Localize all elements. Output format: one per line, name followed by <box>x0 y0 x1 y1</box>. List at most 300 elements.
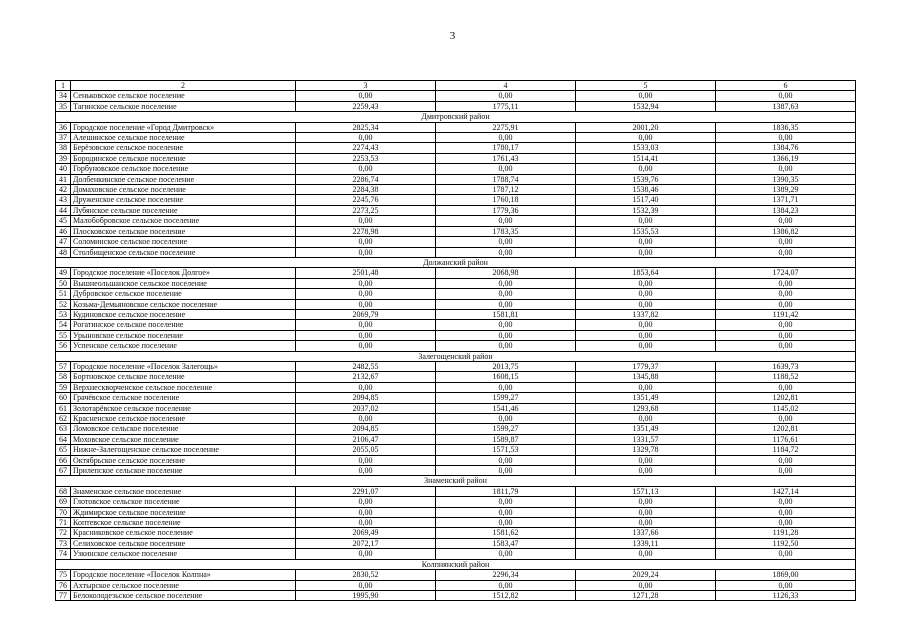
table-row <box>56 590 856 600</box>
table-row <box>56 486 856 496</box>
value-col-4: 1779,36 <box>436 205 576 215</box>
value-col-4: 1599,27 <box>436 393 576 403</box>
value-col-5: 2001,20 <box>576 122 716 132</box>
row-number: 53 <box>56 309 71 319</box>
value-col-4: 1608,15 <box>436 372 576 382</box>
settlement-name: Моховское сельское поселение <box>71 434 296 444</box>
row-number: 48 <box>56 247 71 257</box>
value-col-4: 0,00 <box>436 382 576 392</box>
value-col-6: 1192,50 <box>716 538 856 548</box>
settlement-name: Городское поселение «Поселок Долгое» <box>71 268 296 278</box>
row-number: 38 <box>56 143 71 153</box>
value-col-3: 2273,25 <box>296 205 436 215</box>
value-col-4: 0,00 <box>436 414 576 424</box>
value-col-6: 1202,81 <box>716 393 856 403</box>
region-row <box>56 476 856 486</box>
row-number: 55 <box>56 330 71 340</box>
value-col-3: 2037,02 <box>296 403 436 413</box>
value-col-5: 0,00 <box>576 518 716 528</box>
settlement-name: Белоколодезьское сельское поселение <box>71 590 296 600</box>
value-col-6: 1390,35 <box>716 174 856 184</box>
row-number: 70 <box>56 507 71 517</box>
value-col-3: 0,00 <box>296 414 436 424</box>
value-col-6: 1184,72 <box>716 445 856 455</box>
value-col-6: 0,00 <box>716 237 856 247</box>
row-number: 67 <box>56 466 71 476</box>
value-col-6: 0,00 <box>716 320 856 330</box>
settlement-name: Столбищенское сельское поселение <box>71 247 296 257</box>
value-col-3: 2069,49 <box>296 528 436 538</box>
settlement-name: Красниковское сельское поселение <box>71 528 296 538</box>
value-col-5: 0,00 <box>576 414 716 424</box>
value-col-3: 0,00 <box>296 164 436 174</box>
table-row <box>56 570 856 580</box>
value-col-6: 0,00 <box>716 497 856 507</box>
row-number: 36 <box>56 122 71 132</box>
value-col-6: 1191,42 <box>716 309 856 319</box>
value-col-6: 1145,02 <box>716 403 856 413</box>
settlement-name: Сеньковское сельское поселение <box>71 91 296 101</box>
value-col-3: 0,00 <box>296 549 436 559</box>
settlement-name: Соломинское сельское поселение <box>71 237 296 247</box>
value-col-5: 1779,37 <box>576 361 716 371</box>
value-col-4: 1583,47 <box>436 538 576 548</box>
value-col-5: 0,00 <box>576 278 716 288</box>
column-number: 4 <box>436 81 576 91</box>
value-col-6: 1836,35 <box>716 122 856 132</box>
value-col-5: 1539,76 <box>576 174 716 184</box>
row-number: 68 <box>56 486 71 496</box>
row-number: 47 <box>56 237 71 247</box>
value-col-5: 0,00 <box>576 299 716 309</box>
table-row <box>56 226 856 236</box>
value-col-3: 0,00 <box>296 320 436 330</box>
settlement-name: Прилепское сельское поселение <box>71 466 296 476</box>
value-col-5: 2029,24 <box>576 570 716 580</box>
settlement-name: Городское поселение «Город Дмитровск» <box>71 122 296 132</box>
value-col-6: 0,00 <box>716 549 856 559</box>
value-col-6: 1386,82 <box>716 226 856 236</box>
value-col-6: 0,00 <box>716 133 856 143</box>
value-col-5: 1271,28 <box>576 590 716 600</box>
page-number: 3 <box>449 30 456 42</box>
row-number: 56 <box>56 341 71 351</box>
value-col-4: 0,00 <box>436 91 576 101</box>
row-number: 43 <box>56 195 71 205</box>
table-row <box>56 143 856 153</box>
value-col-5: 1514,41 <box>576 153 716 163</box>
value-col-3: 2278,98 <box>296 226 436 236</box>
row-number: 63 <box>56 424 71 434</box>
value-col-5: 1571,13 <box>576 486 716 496</box>
table-row <box>56 403 856 413</box>
value-col-4: 1512,82 <box>436 590 576 600</box>
row-number: 75 <box>56 570 71 580</box>
value-col-3: 2274,43 <box>296 143 436 153</box>
row-number: 66 <box>56 455 71 465</box>
table-row <box>56 320 856 330</box>
value-col-4: 0,00 <box>436 320 576 330</box>
settlement-name: Плосковское сельское поселение <box>71 226 296 236</box>
value-col-3: 2253,53 <box>296 153 436 163</box>
value-col-4: 1780,17 <box>436 143 576 153</box>
region-title: Залегощенский район <box>56 351 856 361</box>
value-col-3: 2259,43 <box>296 101 436 111</box>
value-col-3: 2072,17 <box>296 538 436 548</box>
table-row <box>56 424 856 434</box>
settlement-name: Урыновское сельское поселение <box>71 330 296 340</box>
value-col-4: 1787,12 <box>436 185 576 195</box>
settlement-name: Коптевское сельское поселение <box>71 518 296 528</box>
value-col-4: 1581,62 <box>436 528 576 538</box>
value-col-4: 0,00 <box>436 518 576 528</box>
settlement-name: Верхнескворченское сельское поселение <box>71 382 296 392</box>
table-row <box>56 445 856 455</box>
value-col-6: 0,00 <box>716 278 856 288</box>
settlement-name: Малобобровское сельское поселение <box>71 216 296 226</box>
value-col-5: 1337,66 <box>576 528 716 538</box>
value-col-4: 1541,46 <box>436 403 576 413</box>
table-row <box>56 164 856 174</box>
value-col-3: 0,00 <box>296 341 436 351</box>
table-row <box>56 528 856 538</box>
value-col-5: 0,00 <box>576 237 716 247</box>
column-number: 1 <box>56 81 71 91</box>
value-col-3: 2106,47 <box>296 434 436 444</box>
row-number: 65 <box>56 445 71 455</box>
value-col-4: 2013,75 <box>436 361 576 371</box>
value-col-4: 0,00 <box>436 216 576 226</box>
value-col-3: 0,00 <box>296 299 436 309</box>
table-row <box>56 330 856 340</box>
value-col-5: 0,00 <box>576 549 716 559</box>
settlement-name: Красненское сельское поселение <box>71 414 296 424</box>
value-col-5: 1533,03 <box>576 143 716 153</box>
settlement-name: Тагинское сельское поселение <box>71 101 296 111</box>
table-row <box>56 153 856 163</box>
value-col-4: 0,00 <box>436 164 576 174</box>
value-col-5: 1337,82 <box>576 309 716 319</box>
value-col-4: 0,00 <box>436 341 576 351</box>
table-row <box>56 580 856 590</box>
row-number: 57 <box>56 361 71 371</box>
value-col-6: 1869,00 <box>716 570 856 580</box>
settlement-name: Селиховское сельское поселение <box>71 538 296 548</box>
settlement-name: Успенское сельское поселение <box>71 341 296 351</box>
value-col-6: 0,00 <box>716 466 856 476</box>
value-col-5: 1853,64 <box>576 268 716 278</box>
settlement-name: Ждимирское сельское поселение <box>71 507 296 517</box>
settlement-name: Знаменское сельское поселение <box>71 486 296 496</box>
table-row <box>56 101 856 111</box>
value-col-6: 1202,81 <box>716 424 856 434</box>
value-col-5: 1532,39 <box>576 205 716 215</box>
value-col-3: 2286,74 <box>296 174 436 184</box>
table-row <box>56 507 856 517</box>
table-row <box>56 549 856 559</box>
table-row <box>56 299 856 309</box>
region-row <box>56 112 856 122</box>
row-number: 59 <box>56 382 71 392</box>
value-col-5: 0,00 <box>576 289 716 299</box>
value-col-3: 2482,55 <box>296 361 436 371</box>
table-row <box>56 216 856 226</box>
value-col-5: 0,00 <box>576 91 716 101</box>
value-col-5: 0,00 <box>576 341 716 351</box>
value-col-3: 0,00 <box>296 237 436 247</box>
value-col-6: 1387,63 <box>716 101 856 111</box>
settlement-name: Городское поселение «Поселок Залегощь» <box>71 361 296 371</box>
value-col-3: 0,00 <box>296 382 436 392</box>
value-col-4: 0,00 <box>436 299 576 309</box>
value-col-3: 2825,34 <box>296 122 436 132</box>
row-number: 72 <box>56 528 71 538</box>
table-row <box>56 414 856 424</box>
table-row <box>56 91 856 101</box>
value-col-3: 0,00 <box>296 455 436 465</box>
value-col-6: 1384,23 <box>716 205 856 215</box>
value-col-4: 0,00 <box>436 237 576 247</box>
table-row <box>56 205 856 215</box>
row-number: 45 <box>56 216 71 226</box>
table-row <box>56 278 856 288</box>
value-col-4: 1581,81 <box>436 309 576 319</box>
value-col-3: 2830,52 <box>296 570 436 580</box>
value-col-4: 2068,98 <box>436 268 576 278</box>
table-row <box>56 497 856 507</box>
region-title: Колпнянский район <box>56 559 856 569</box>
table-row <box>56 518 856 528</box>
settlements-table <box>55 80 856 601</box>
settlement-name: Кудиновское сельское поселение <box>71 309 296 319</box>
row-number: 52 <box>56 299 71 309</box>
value-col-3: 0,00 <box>296 507 436 517</box>
value-col-4: 0,00 <box>436 247 576 257</box>
value-col-3: 0,00 <box>296 247 436 257</box>
value-col-3: 0,00 <box>296 133 436 143</box>
settlement-name: Горбуновское сельское поселение <box>71 164 296 174</box>
value-col-6: 1427,14 <box>716 486 856 496</box>
row-number: 74 <box>56 549 71 559</box>
value-col-5: 1351,49 <box>576 393 716 403</box>
column-number: 2 <box>71 81 296 91</box>
value-col-5: 0,00 <box>576 580 716 590</box>
settlement-name: Домаховское сельское поселение <box>71 185 296 195</box>
settlement-name: Лубянское сельское поселение <box>71 205 296 215</box>
row-number: 49 <box>56 268 71 278</box>
region-row <box>56 257 856 267</box>
value-col-3: 0,00 <box>296 278 436 288</box>
settlement-name: Городское поселение «Поселок Колпна» <box>71 570 296 580</box>
row-number: 64 <box>56 434 71 444</box>
value-col-5: 1339,11 <box>576 538 716 548</box>
value-col-4: 1571,53 <box>436 445 576 455</box>
table-row <box>56 185 856 195</box>
value-col-3: 2055,05 <box>296 445 436 455</box>
row-number: 58 <box>56 372 71 382</box>
row-number: 34 <box>56 91 71 101</box>
settlement-name: Бородинское сельское поселение <box>71 153 296 163</box>
value-col-6: 1366,19 <box>716 153 856 163</box>
value-col-5: 0,00 <box>576 320 716 330</box>
table-row <box>56 372 856 382</box>
table-row <box>56 237 856 247</box>
value-col-5: 0,00 <box>576 382 716 392</box>
settlement-name: Глотовское сельское поселение <box>71 497 296 507</box>
settlement-name: Ломовское сельское поселение <box>71 424 296 434</box>
value-col-6: 0,00 <box>716 247 856 257</box>
value-col-4: 0,00 <box>436 278 576 288</box>
value-col-4: 0,00 <box>436 330 576 340</box>
table-row <box>56 268 856 278</box>
table-row <box>56 434 856 444</box>
row-number: 35 <box>56 101 71 111</box>
column-number: 3 <box>296 81 436 91</box>
value-col-6: 0,00 <box>716 455 856 465</box>
column-number: 5 <box>576 81 716 91</box>
table-row <box>56 133 856 143</box>
value-col-6: 0,00 <box>716 91 856 101</box>
value-col-5: 0,00 <box>576 216 716 226</box>
settlement-name: Долбенкинское сельское поселение <box>71 174 296 184</box>
value-col-6: 1191,28 <box>716 528 856 538</box>
value-col-3: 2291,07 <box>296 486 436 496</box>
value-col-4: 1783,35 <box>436 226 576 236</box>
value-col-4: 1788,74 <box>436 174 576 184</box>
value-col-6: 0,00 <box>716 580 856 590</box>
value-col-6: 1724,07 <box>716 268 856 278</box>
row-number: 60 <box>56 393 71 403</box>
value-col-6: 1639,73 <box>716 361 856 371</box>
value-col-3: 0,00 <box>296 580 436 590</box>
value-col-4: 0,00 <box>436 455 576 465</box>
value-col-6: 0,00 <box>716 414 856 424</box>
value-col-6: 0,00 <box>716 382 856 392</box>
table-row <box>56 289 856 299</box>
value-col-5: 1517,40 <box>576 195 716 205</box>
value-col-5: 1538,46 <box>576 185 716 195</box>
value-col-5: 0,00 <box>576 133 716 143</box>
value-col-6: 1176,61 <box>716 434 856 444</box>
value-col-4: 1599,27 <box>436 424 576 434</box>
row-number: 62 <box>56 414 71 424</box>
table-row <box>56 341 856 351</box>
settlement-name: Бортновское сельское поселение <box>71 372 296 382</box>
row-number: 50 <box>56 278 71 288</box>
value-col-6: 0,00 <box>716 299 856 309</box>
table-row <box>56 382 856 392</box>
value-col-5: 0,00 <box>576 455 716 465</box>
value-col-5: 1532,94 <box>576 101 716 111</box>
value-col-5: 1535,53 <box>576 226 716 236</box>
settlement-name: Октябрьское сельское поселение <box>71 455 296 465</box>
settlement-name: Нижне-Залегощенское сельское поселение <box>71 445 296 455</box>
value-col-5: 0,00 <box>576 497 716 507</box>
value-col-4: 0,00 <box>436 497 576 507</box>
value-col-6: 0,00 <box>716 341 856 351</box>
value-col-5: 1345,88 <box>576 372 716 382</box>
row-number: 61 <box>56 403 71 413</box>
settlement-name: Узкинское сельское поселение <box>71 549 296 559</box>
table-row <box>56 122 856 132</box>
row-number: 71 <box>56 518 71 528</box>
value-col-4: 1775,11 <box>436 101 576 111</box>
row-number: 42 <box>56 185 71 195</box>
value-col-3: 2094,85 <box>296 393 436 403</box>
table-row <box>56 247 856 257</box>
row-number: 76 <box>56 580 71 590</box>
row-number: 69 <box>56 497 71 507</box>
row-number: 37 <box>56 133 71 143</box>
value-col-3: 2094,85 <box>296 424 436 434</box>
value-col-4: 2275,91 <box>436 122 576 132</box>
row-number: 73 <box>56 538 71 548</box>
settlement-name: Золотарёвское сельское поселение <box>71 403 296 413</box>
row-number: 41 <box>56 174 71 184</box>
table-row <box>56 538 856 548</box>
value-col-3: 2069,79 <box>296 309 436 319</box>
value-col-6: 1126,33 <box>716 590 856 600</box>
value-col-5: 1351,49 <box>576 424 716 434</box>
table-row <box>56 455 856 465</box>
value-col-3: 0,00 <box>296 330 436 340</box>
value-col-3: 0,00 <box>296 466 436 476</box>
value-col-4: 1589,87 <box>436 434 576 444</box>
table-row <box>56 309 856 319</box>
table-body <box>56 81 856 601</box>
value-col-3: 2245,76 <box>296 195 436 205</box>
settlement-name: Вышнеольшанское сельское поселение <box>71 278 296 288</box>
row-number: 40 <box>56 164 71 174</box>
value-col-3: 0,00 <box>296 497 436 507</box>
value-col-4: 0,00 <box>436 133 576 143</box>
value-col-5: 0,00 <box>576 247 716 257</box>
value-col-6: 1389,29 <box>716 185 856 195</box>
value-col-3: 1995,90 <box>296 590 436 600</box>
settlement-name: Алешинское сельское поселение <box>71 133 296 143</box>
value-col-6: 1384,76 <box>716 143 856 153</box>
value-col-3: 0,00 <box>296 91 436 101</box>
row-number: 46 <box>56 226 71 236</box>
row-number: 44 <box>56 205 71 215</box>
region-title: Должанский район <box>56 257 856 267</box>
value-col-5: 1293,68 <box>576 403 716 413</box>
value-col-4: 0,00 <box>436 466 576 476</box>
value-col-3: 0,00 <box>296 216 436 226</box>
value-col-6: 0,00 <box>716 164 856 174</box>
value-col-6: 1371,71 <box>716 195 856 205</box>
value-col-4: 0,00 <box>436 549 576 559</box>
value-col-5: 1329,78 <box>576 445 716 455</box>
value-col-6: 1188,52 <box>716 372 856 382</box>
value-col-4: 1761,43 <box>436 153 576 163</box>
value-col-5: 0,00 <box>576 330 716 340</box>
value-col-4: 1811,79 <box>436 486 576 496</box>
value-col-4: 0,00 <box>436 289 576 299</box>
settlement-name: Рогатинское сельское поселение <box>71 320 296 330</box>
row-number: 39 <box>56 153 71 163</box>
row-number: 77 <box>56 590 71 600</box>
region-title: Знаменский район <box>56 476 856 486</box>
value-col-6: 0,00 <box>716 507 856 517</box>
table-row <box>56 361 856 371</box>
value-col-6: 0,00 <box>716 518 856 528</box>
value-col-4: 1760,18 <box>436 195 576 205</box>
column-number-row <box>56 81 856 91</box>
region-row <box>56 559 856 569</box>
row-number: 54 <box>56 320 71 330</box>
value-col-5: 0,00 <box>576 164 716 174</box>
